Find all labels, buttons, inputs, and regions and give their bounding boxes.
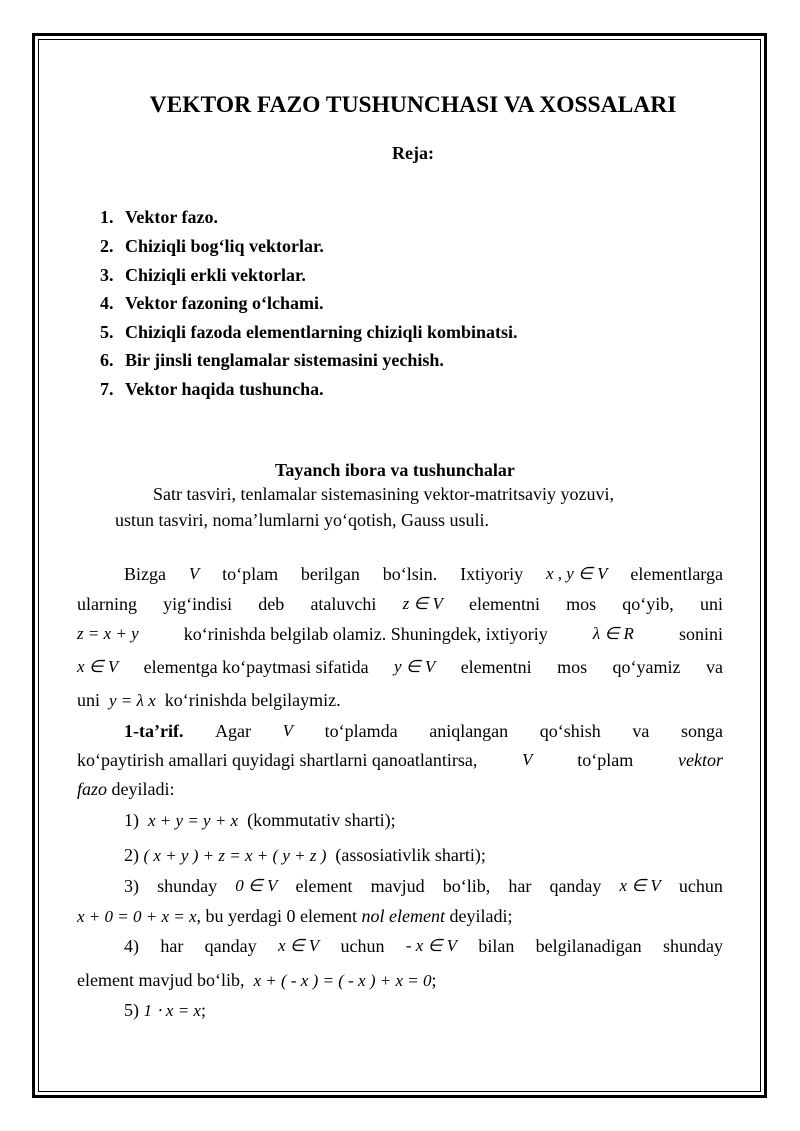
property-2: 2) ( x + y ) + z = x + ( y + z ) (assosiativlik sharti); [124, 845, 486, 865]
paragraph-1-line-3: z = x + y ko‘rinishda belgilab olamiz. Shuningdek, ixtiyoriy λ ∈ R sonini [77, 624, 723, 644]
plan-item: 6. Bir jinsli tenglamalar sistemasini yechish. [100, 350, 444, 370]
keywords-line-1: Satr tasviri, tenlamalar sistemasining vektor-matritsaviy yozuvi, [153, 484, 615, 504]
paragraph-1-line-2: ularning yig‘indisi deb ataluvchi z ∈ V elementni mos qo‘yib, uni [77, 594, 723, 614]
keywords-line-2: ustun tasviri, noma’lumlarni yo‘qotish, Gauss usuli. [115, 510, 489, 530]
plan-item: 7. Vektor haqida tushuncha. [100, 379, 324, 399]
paragraph-1-line-5: uni y = λ x ko‘rinishda belgilaymiz. [77, 690, 341, 710]
plan-item: 5. Chiziqli fazoda elementlarning chiziqli kombinatsi. [100, 322, 518, 342]
plan-item: 4. Vektor fazoning o‘lchami. [100, 293, 324, 313]
definition-line-2: ko‘paytirish amallari quyidagi shartlarni qanoatlantirsa, V to‘plam vektor [77, 750, 723, 770]
keywords-heading: Tayanch ibora va tushunchalar [275, 460, 515, 480]
property-1: 1) x + y = y + x (kommutativ sharti); [124, 810, 396, 830]
definition-line-1: 1-ta’rif. Agar V to‘plamda aniqlangan qo‘shish va songa [124, 721, 723, 741]
document-title: VEKTOR FAZO TUSHUNCHASI VA XOSSALARI [149, 92, 677, 118]
definition-line-3: fazo deyiladi: [77, 779, 175, 799]
property-3-line-1: 3) shunday 0 ∈ V element mavjud bo‘lib, har qanday x ∈ V uchun [124, 876, 723, 896]
property-3-line-2: x + 0 = 0 + x = x, bu yerdagi 0 element nol element deyiladi; [77, 906, 513, 926]
plan-item: 3. Chiziqli erkli vektorlar. [100, 265, 306, 285]
paragraph-1-line-1: Bizga V to‘plam berilgan bo‘lsin. Ixtiyoriy x , y ∈ V elementlarga [124, 564, 723, 584]
property-5: 5) 1 ⋅ x = x; [124, 1000, 206, 1020]
property-4-line-1: 4) har qanday x ∈ V uchun - x ∈ V bilan belgilanadigan shunday [124, 936, 723, 956]
plan-item: 2. Chiziqli bog‘liq vektorlar. [100, 236, 324, 256]
plan-heading: Reja: [392, 143, 434, 163]
plan-item: 1. Vektor fazo. [100, 207, 218, 227]
property-4-line-2: element mavjud bo‘lib, x + ( - x ) = ( - x ) + x = 0; [77, 970, 437, 990]
paragraph-1-line-4: x ∈ V elementga ko‘paytmasi sifatida y ∈ V elementni mos qo‘yamiz va [77, 657, 723, 677]
